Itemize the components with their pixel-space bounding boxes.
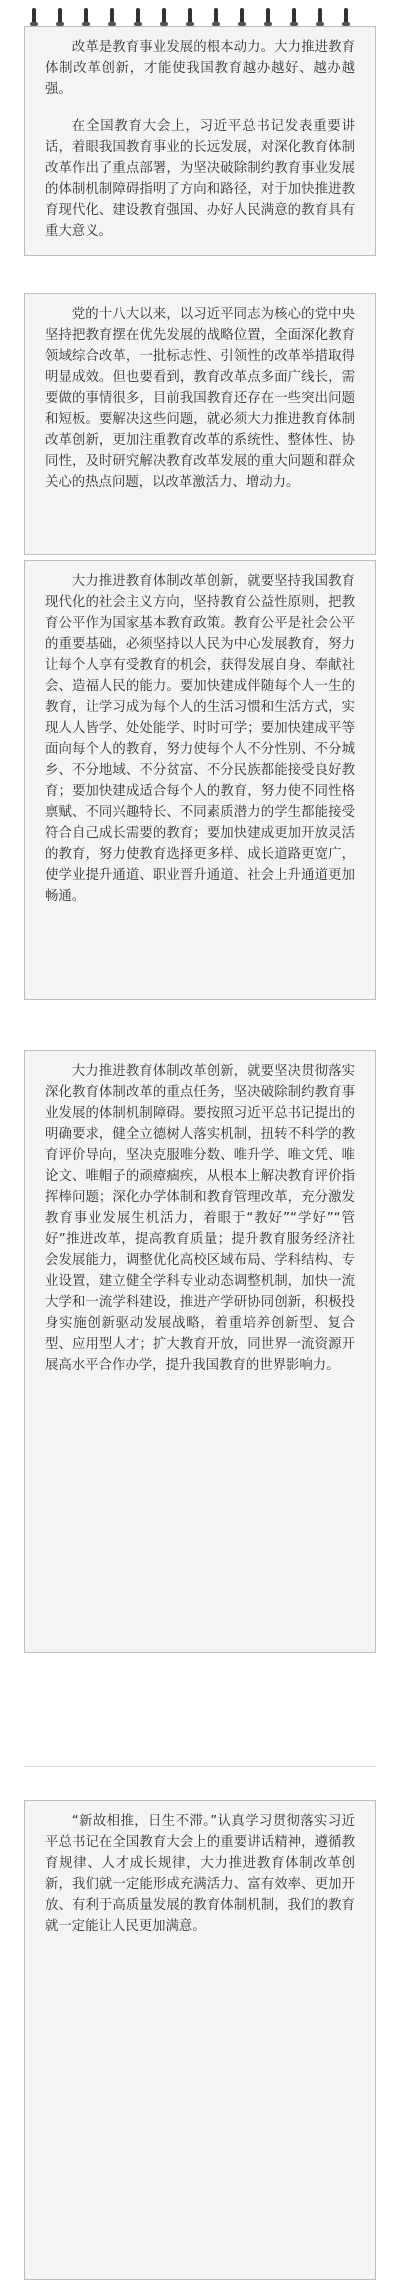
article-section-3 bbox=[24, 560, 376, 1000]
article-section-2 bbox=[24, 293, 376, 555]
binding-ring-icon bbox=[84, 8, 88, 24]
binding-ring-icon bbox=[240, 8, 244, 24]
section-divider bbox=[24, 1766, 376, 1767]
paragraph: 在全国教育大会上，习近平总书记发表重要讲话，着眼我国教育事业的长远发展，对深化教育体制改革作出了重点部署，为坚决破除制约教育事业发展的体制机制障碍指明了方向和路径，对于加快推进教育现代化、建设教育强国、办好人民满意的教育具有重大意义。 bbox=[45, 119, 355, 239]
binding-ring-icon bbox=[32, 8, 36, 24]
paragraph: 改革是教育事业发展的根本动力。大力推进教育体制改革创新，才能使我国教育越办越好、越办越强。 bbox=[45, 40, 355, 97]
article-section-4 bbox=[24, 1050, 376, 1653]
binding-ring-icon bbox=[188, 8, 192, 24]
article-section-1 bbox=[24, 26, 376, 256]
paragraph: 党的十八大以来，以习近平同志为核心的党中央坚持把教育摆在优先发展的战略位置，全面深化教育领域综合改革，一批标志性、引领性的改革举措取得明显成效。但也要看到，教育改革点多面广线长，需要做的事情很多，目前我国教育还存在一些突出问题和短板。要解决这些问题，就必须大力推进教育体制改革创新，更加注重教育改革的系统性、整体性、协同性，及时研究解决教育改革发展的重大问题和群众关心的热点问题，以改革激活力、增动力。 bbox=[45, 307, 355, 490]
binding-ring-icon bbox=[214, 8, 218, 24]
binding-ring-icon bbox=[344, 8, 348, 24]
article-section-5 bbox=[24, 1800, 376, 2280]
paragraph: “新故相推，日生不滞。”认真学习贯彻落实习近平总书记在全国教育大会上的重要讲话精神，遵循教育规律、人才成长规律，大力推进教育体制改革创新，我们就一定能形成充满活力、富有效率、更加开放、有利于高质量发展的教育体制机制，我们的教育就一定能让人民更加满意。 bbox=[45, 1814, 355, 1934]
binding-ring-icon bbox=[266, 8, 270, 24]
binding-ring-icon bbox=[162, 8, 166, 24]
binding-ring-icon bbox=[58, 8, 62, 24]
binding-ring-icon bbox=[292, 8, 296, 24]
binding-ring-icon bbox=[318, 8, 322, 24]
paragraph: 大力推进教育体制改革创新，就要坚决贯彻落实深化教育体制改革的重点任务，坚决破除制约教育事业发展的体制机制障碍。要按照习近平总书记提出的明确要求，健全立德树人落实机制，扭转不科学的教育评价导向，坚决克服唯分数、唯升学、唯文凭、唯论文、唯帽子的顽瘴痼疾，从根本上解决教育评价指挥棒问题；深化办学体制和教育管理改革，充分激发教育事业发展生机活力，着眼于“教好”“学好”“管好”推进改革，提高教育质量；提升教育服务经济社会发展能力，调整优化高校区域布局、学科结构、专业设置，建立健全学科专业动态调整机制，加快一流大学和一流学科建设，推进产学研协同创新，积极投身实施创新驱动发展战略，着重培养创新型、复合型、应用型人才；扩大教育开放，同世界一流资源开展高水平合作办学，提升我国教育的世界影响力。 bbox=[45, 1064, 355, 1373]
binding-ring-icon bbox=[110, 8, 114, 24]
binding-ring-icon bbox=[136, 8, 140, 24]
paragraph: 大力推进教育体制改革创新，就要坚持我国教育现代化的社会主义方向，坚持教育公益性原则，把教育公平作为国家基本教育政策。教育公平是社会公平的重要基础，必须坚持以人民为中心发展教育，努力让每个人享有受教育的机会，获得发展自身、奉献社会、造福人民的能力。要加快建成伴随每个人一生的教育，让学习成为每个人的生活习惯和生活方式，实现人人皆学、处处能学、时时可学；要加快建成平等面向每个人的教育，努力使每个人不分性别、不分城乡、不分地域、不分贫富、不分民族都能接受良好教育；要加快建成适合每个人的教育，努力使不同性格禀赋、不同兴趣特长、不同素质潜力的学生都能接受符合自己成长需要的教育；要加快建成更加开放灵活的教育，努力使教育选择更多样、成长道路更宽广，使学业提升通道、职业晋升通道、社会上升通道更加畅通。 bbox=[45, 574, 355, 904]
